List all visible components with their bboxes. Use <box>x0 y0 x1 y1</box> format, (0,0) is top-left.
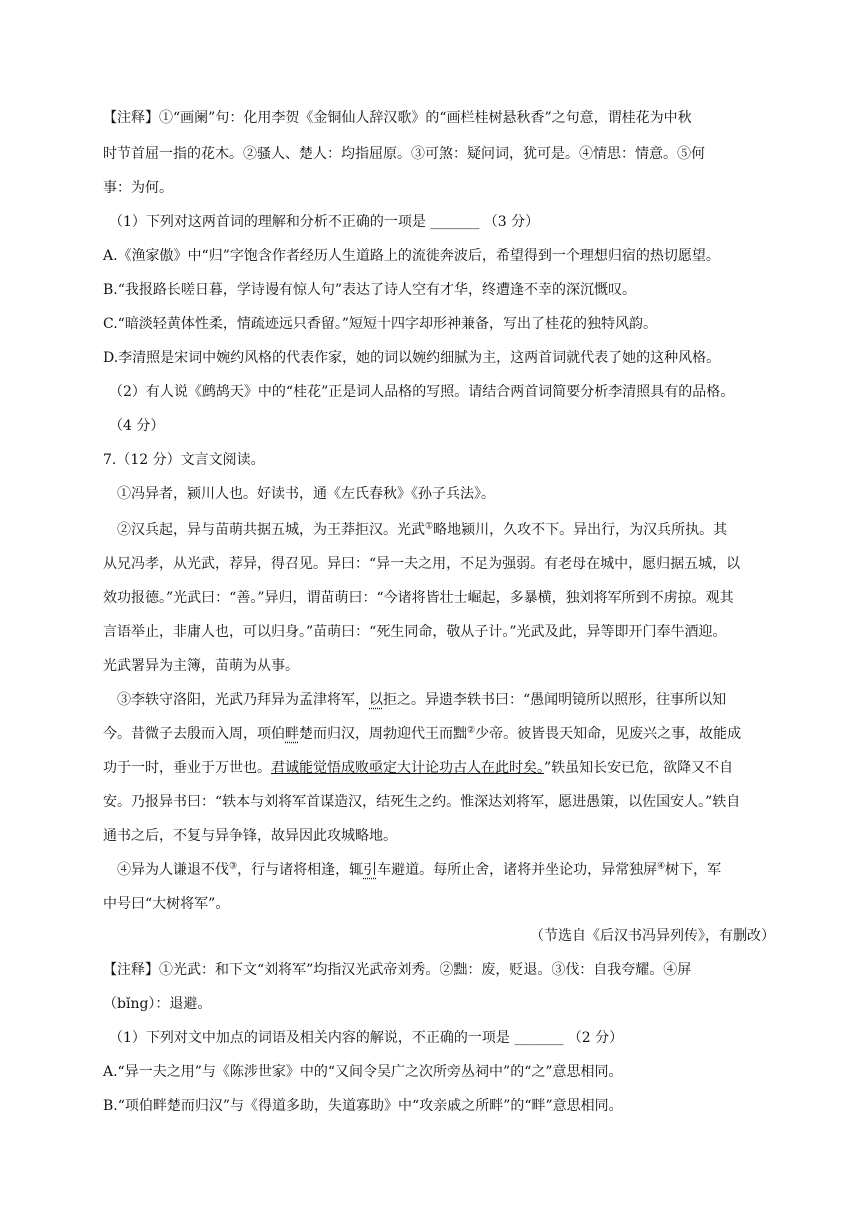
question-1: （1）下列对这两首词的理解和分析不正确的一项是 _______ （3 分） <box>109 214 540 230</box>
annotation-line: 事：为何。 <box>103 180 173 196</box>
passage-paragraph-1: ①冯异者，颍川人也。好读书，通《左氏春秋》《孙子兵法》。 <box>117 486 495 502</box>
passage-paragraph-4: ④异为人谦退不伐③，行与诸将相逢，辄引车避道。每所止舍，诸将并坐论功，异常独屏④树下，军 <box>117 861 722 878</box>
option-b: B.“项伯畔楚而归汉”与《得道多助，失道寡助》中“攻亲戚之所畔”的“畔”意思相同。 <box>103 1098 623 1114</box>
passage-line: 安。乃报异书曰：“轶本与刘将军首谋造汉，结死生之约。惟深达刘将军，愿进愚策，以佐国安人。”轶自 <box>103 794 741 810</box>
passage-paragraph-3: ③李轶守洛阳，光武乃拜异为孟津将军，以拒之。异遗李轶书曰：“愚闻明镜所以照形，往事所以知 <box>117 692 727 708</box>
passage-line: 功于一时，垂业于万世也。君诚能觉悟成败亟定大计论功古人在此时矣。”轶虽知长安已危，欲降又不自 <box>103 760 734 776</box>
footnote-marker: ④ <box>657 861 666 872</box>
passage-line: 今。昔微子去殷而入周，项伯畔楚而归汉，周勃迎代王而黜②少帝。彼皆畏天知命，见废兴之事，故能成 <box>103 725 742 742</box>
footnote-marker: ② <box>467 725 476 736</box>
footnote-marker: ③ <box>229 861 238 872</box>
question-7-1: （1）下列对文中加点的词语及相关内容的解说，不正确的一项是 _______ （2 分） <box>109 1030 624 1046</box>
annotation-line: （bǐng）：退避。 <box>103 996 212 1012</box>
footnote-marker: ① <box>425 521 434 532</box>
passage-paragraph-2: ②汉兵起，异与苗萌共据五城，为王莽拒汉。光武①略地颍川，久攻不下。异出行，为汉兵所执。其 <box>117 521 728 538</box>
question-7-title: 7.（12 分）文言文阅读。 <box>103 452 265 468</box>
dotted-word: 引 <box>363 862 378 878</box>
annotation-line: 【注释】①光武：和下文“刘将军”均指汉光武帝刘秀。②黜：废，贬退。③伐：自我夸耀。④屏 <box>103 962 692 978</box>
passage-line: 效功报德。”光武曰：“善。”异归，谓苗萌曰：“今诸将皆壮士崛起，多暴横，独刘将军所到不虏掠。观其 <box>103 590 734 606</box>
annotation-line: 时节首屈一指的花木。②骚人、楚人：均指屈原。③可煞：疑问词，犹可是。④情思：情意。⑤何 <box>103 146 705 162</box>
passage-line: 言语举止，非庸人也，可以归身。”苗萌曰：“死生同命，敬从子计。”光武及此，异等即开门奉牛酒迎。 <box>103 624 727 640</box>
dotted-word: 畔 <box>285 726 299 742</box>
underlined-sentence: 君诚能觉悟成败亟定大计论功古人在此时矣。 <box>271 760 544 776</box>
option-a: A.《渔家傲》中“归”字饱含作者经历人生道路上的流徙奔波后，希望得到一个理想归宿的热切愿望。 <box>103 248 720 264</box>
dotted-word: 以 <box>369 692 383 708</box>
question-2: （2）有人说《鹧鸪天》中的“桂花”正是词人品格的写照。请结合两首词简要分析李清照具有的品格。 <box>109 384 735 400</box>
question-2-score: （4 分） <box>109 418 165 434</box>
option-c: C.“暗淡轻黄体性柔，情疏迹远只香留。”短短十四字却形神兼备，写出了桂花的独特风韵。 <box>103 316 657 332</box>
option-d: D.李清照是宋词中婉约风格的代表作家，她的词以婉约细腻为主，这两首词就代表了她的这种风格。 <box>103 350 721 366</box>
passage-line: 通书之后，不复与异争锋，故异因此攻城略地。 <box>103 828 397 844</box>
source-citation: （节选自《后汉书冯异列传》，有删改） <box>530 928 775 944</box>
option-b: B.“我报路长嗟日暮，学诗谩有惊人句”表达了诗人空有才华，终遭逢不幸的深沉慨叹。 <box>103 282 637 298</box>
option-a: A.“异一夫之用”与《陈涉世家》中的“又间令吴广之次所旁丛祠中”的“之”意思相同。 <box>103 1064 623 1080</box>
annotation-line: 【注释】①“画阑”句：化用李贺《金铜仙人辞汉歌》的“画栏桂树悬秋香”之句意，谓桂花为中秋 <box>103 110 692 126</box>
passage-line: 中号曰“大树将军”。 <box>103 896 230 912</box>
passage-line: 从兄冯孝，从光武，荐异，得召见。异曰：“异一夫之用，不足为强弱。有老母在城中，愿归据五城，以 <box>103 556 741 572</box>
passage-line: 光武署异为主簿，苗萌为从事。 <box>103 658 299 674</box>
